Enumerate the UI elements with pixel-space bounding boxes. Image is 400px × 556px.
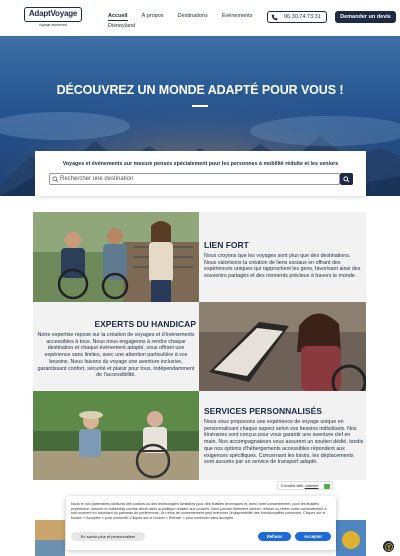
nav-item-a-propos[interactable]: À propos bbox=[141, 13, 164, 19]
nav-item-destinations[interactable]: Destinations bbox=[177, 13, 208, 19]
nav-item-accueil[interactable]: Accueil bbox=[108, 13, 128, 19]
created-with-brand: cabeste bbox=[304, 483, 319, 488]
cookie-banner bbox=[66, 496, 336, 550]
phone-number: 06.30.74.73.31 bbox=[284, 14, 321, 20]
main-nav bbox=[108, 13, 266, 21]
nav-item-evenements[interactable]: Évènements bbox=[221, 13, 253, 19]
created-with-badge[interactable] bbox=[277, 481, 333, 490]
nav-item-disneyland[interactable]: Disneyland bbox=[108, 23, 136, 29]
request-quote-button[interactable]: Demander un devis bbox=[335, 11, 396, 23]
accessibility-button[interactable] bbox=[383, 541, 394, 552]
cookie-more-button[interactable]: En savoir plus et personnaliser bbox=[71, 532, 145, 541]
logo-text: AdaptVoyage bbox=[28, 9, 78, 18]
site-header bbox=[0, 0, 400, 36]
phone-icon bbox=[271, 14, 278, 21]
feature-body: Nous vous proposons une expérience de voyage unique en personnalisant chaque aspect selon vos besoins individuels. Nos itinéraires sont conçus pour vous garantir une aventure clef en main. Nos accompagnateurs vous assurent un soutien dédié, tandis que nos options d'hébergements accessibles répondent aux exigences spécifiques. Concernant les loisirs, les déplacements sont assurés par un service de transport adapté. bbox=[204, 419, 364, 466]
search-caption: Voyages et évènements sur mesure pensés spécialement pour les personnes à mobilité réduite et les seniors bbox=[62, 161, 339, 167]
feature-image-friends-group bbox=[33, 212, 199, 302]
destination-thumbnail[interactable] bbox=[35, 520, 65, 556]
destination-search-input[interactable] bbox=[49, 173, 340, 185]
feature-lien-fort bbox=[204, 240, 364, 280]
cookie-accept-button[interactable]: Accepter bbox=[295, 532, 331, 541]
logo[interactable] bbox=[24, 7, 82, 22]
search-icon bbox=[343, 176, 350, 183]
feature-title: SERVICES PERSONNALISÉS bbox=[204, 406, 322, 416]
search-icon bbox=[52, 176, 59, 183]
feature-title: EXPERTS DU HANDICAP bbox=[94, 319, 196, 329]
hero-divider bbox=[192, 105, 208, 107]
feature-body: Notre expertise repose sur la création de voyages et d'évènements accessibles à tous. Nous nous engageons à rendre chaque destination et chaque évènement adapté, vous offrant une expérience sans limites, avec une attention particulière à vos besoins. Nous faisons du voyage une aventure inclusive, garantissant confort, sécurité et plaisir pour tous, indépendamment de l'accessibilité. bbox=[37, 332, 195, 379]
search-card bbox=[35, 151, 366, 196]
cookie-text: Nous et nos partenaires utilisons des cookies ou des technologies similaires pour des finalités techniques et, avec votre consentement, pour les finalités expérience, mesure et marketing comme décrit dans la politique relative aux cookies. Vous pouvez librement donner, refuser ou retirer votre consentement à tout moment en accédant au panneau de préférences. Un refus de consentement peut entraîner l'indisponibilité des fonctionnalités connexes. Cliquez sur le bouton « Accepter » pour consentir. Cliquez sur le bouton « Refuser » pour continuer sans accepter. bbox=[71, 502, 327, 521]
destination-thumbnail[interactable] bbox=[336, 520, 366, 556]
search-button[interactable] bbox=[340, 173, 353, 185]
logo-tagline: Voyage autrement bbox=[38, 23, 68, 27]
feature-experts-handicap bbox=[36, 319, 196, 379]
badge-toggle-icon bbox=[324, 484, 330, 489]
search-placeholder: Rechercher une destination bbox=[60, 176, 134, 182]
feature-title: LIEN FORT bbox=[204, 240, 249, 250]
feature-services-personnalises bbox=[204, 406, 364, 466]
cookie-refuse-button[interactable]: Refuser bbox=[258, 532, 291, 541]
created-with-label: Created with bbox=[281, 483, 304, 488]
hero-title: DÉCOUVREZ UN MONDE ADAPTÉ POUR VOUS ! bbox=[56, 83, 344, 97]
feature-body: Nous croyons que les voyages sont plus que des destinations. Nous valorisons la création de liens sociaux en offrant des expériences uniques qui rapprochent les gens, favorisant ainsi des souvenirs partagés et des moments précieux à travers le monde. bbox=[204, 253, 361, 280]
feature-image-wheelchair-park bbox=[33, 391, 199, 480]
accessibility-icon bbox=[385, 543, 393, 551]
feature-image-laptop-woman bbox=[199, 302, 366, 391]
phone-button[interactable] bbox=[267, 11, 327, 23]
